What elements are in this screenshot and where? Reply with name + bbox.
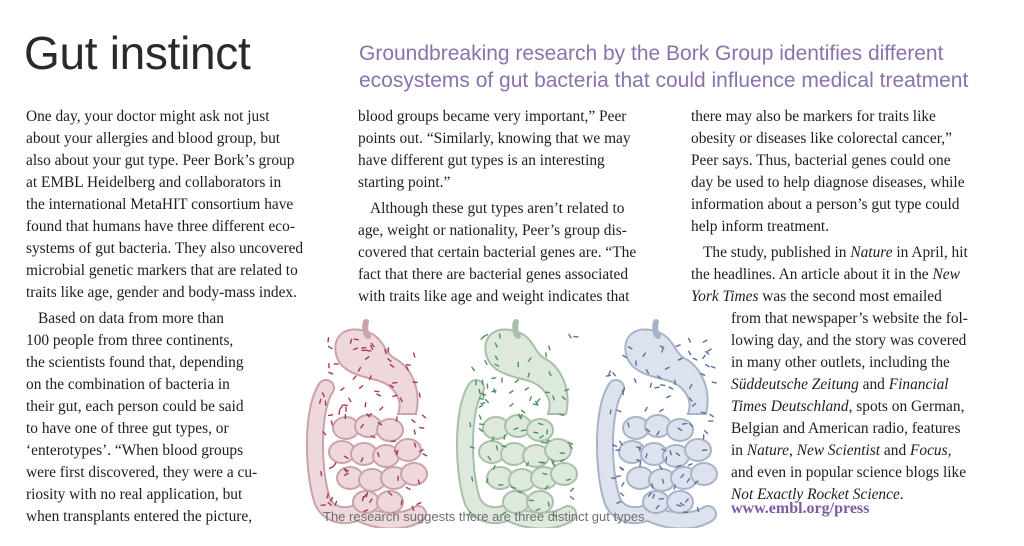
body-line: with traits like age and weight indicates that (358, 288, 630, 305)
press-link[interactable]: www.embl.org/press (731, 500, 870, 517)
body-line: riosity with no real application, but (26, 486, 243, 503)
body-line: One day, your doctor might ask not just (26, 108, 270, 125)
body-line: in Nature, New Scientist and Focus, (731, 442, 952, 459)
body-line: Times Deutschland, spots on German, (731, 398, 965, 415)
body-line: at EMBL Heidelberg and collaborators in (26, 174, 282, 191)
body-line: covered that certain bacterial genes are. “The (358, 244, 637, 261)
gut-illustration-green (465, 322, 578, 521)
standfirst-line: ecosystems of gut bacteria that could influence medical treatment (359, 69, 969, 92)
body-line: found that humans have three different eco- (26, 218, 295, 235)
body-line: Not Exactly Rocket Science. (731, 486, 904, 503)
body-line: blood groups became very important,” Peer (358, 108, 627, 125)
body-line: from that newspaper’s website the fol- (731, 310, 968, 327)
body-line: day be used to help diagnose diseases, while (691, 174, 965, 191)
body-line: points out. “Similarly, knowing that we may (358, 130, 631, 147)
body-line: Although these gut types aren’t related to (370, 200, 625, 217)
body-line: their gut, each person could be said (26, 398, 244, 415)
body-line: systems of gut bacteria. They also uncovered (26, 240, 304, 257)
body-line: 100 people from three continents, (26, 332, 234, 349)
body-line: the international MetaHIT consortium have (26, 196, 294, 213)
body-line: starting point.” (358, 174, 451, 191)
body-line: Süddeutsche Zeitung and Financial (731, 376, 949, 393)
body-line: information about a person’s gut type could (691, 196, 960, 213)
body-line: and even in popular science blogs like (731, 464, 967, 481)
body-line: have different gut types is an interesting (358, 152, 605, 169)
body-line: were first discovered, they were a cu- (26, 464, 258, 481)
body-line: age, weight or nationality, Peer’s group dis- (358, 222, 627, 239)
body-line: about your allergies and blood group, but (26, 130, 281, 147)
standfirst-line: Groundbreaking research by the Bork Group identifies different (359, 42, 944, 65)
body-line: Peer says. Thus, bacterial genes could one (691, 152, 951, 169)
body-line: lowing day, and the story was covered (731, 332, 967, 349)
body-line: The study, published in Nature in April, hit (703, 244, 968, 261)
figure-caption: The research suggests there are three distinct gut types (323, 509, 645, 524)
body-line: ‘enterotypes’. “When blood groups (26, 442, 244, 459)
body-line: fact that there are bacterial genes associated (358, 266, 629, 283)
body-line: also about your gut type. Peer Bork’s group (26, 152, 295, 169)
body-line: in many other outlets, including the (731, 354, 950, 371)
gut-illustration-blue (605, 322, 717, 521)
body-line: Based on data from more than (38, 310, 224, 327)
body-line: Belgian and American radio, features (731, 420, 961, 437)
body-line: obesity or diseases like colorectal cancer,” (691, 130, 952, 147)
article-title: Gut instinct (24, 27, 251, 79)
gut-illustration-svg (306, 318, 720, 528)
body-line: traits like age, gender and body-mass index. (26, 284, 297, 301)
body-line: there may also be markers for traits like (691, 108, 936, 125)
article-standfirst (359, 40, 1009, 94)
body-line: York Times was the second most emailed (691, 288, 942, 305)
body-line: the headlines. An article about it in the New (691, 266, 960, 283)
body-line: the scientists found that, depending (26, 354, 244, 371)
body-line: on the combination of bacteria in (26, 376, 230, 393)
gut-types-illustration (306, 318, 720, 528)
body-line: when transplants entered the picture, (26, 508, 253, 525)
body-line: microbial genetic markers that are related to (26, 262, 298, 279)
gut-illustration-red (315, 322, 427, 521)
body-line: to have one of three gut types, or (26, 420, 229, 437)
body-line: help inform treatment. (691, 218, 830, 235)
